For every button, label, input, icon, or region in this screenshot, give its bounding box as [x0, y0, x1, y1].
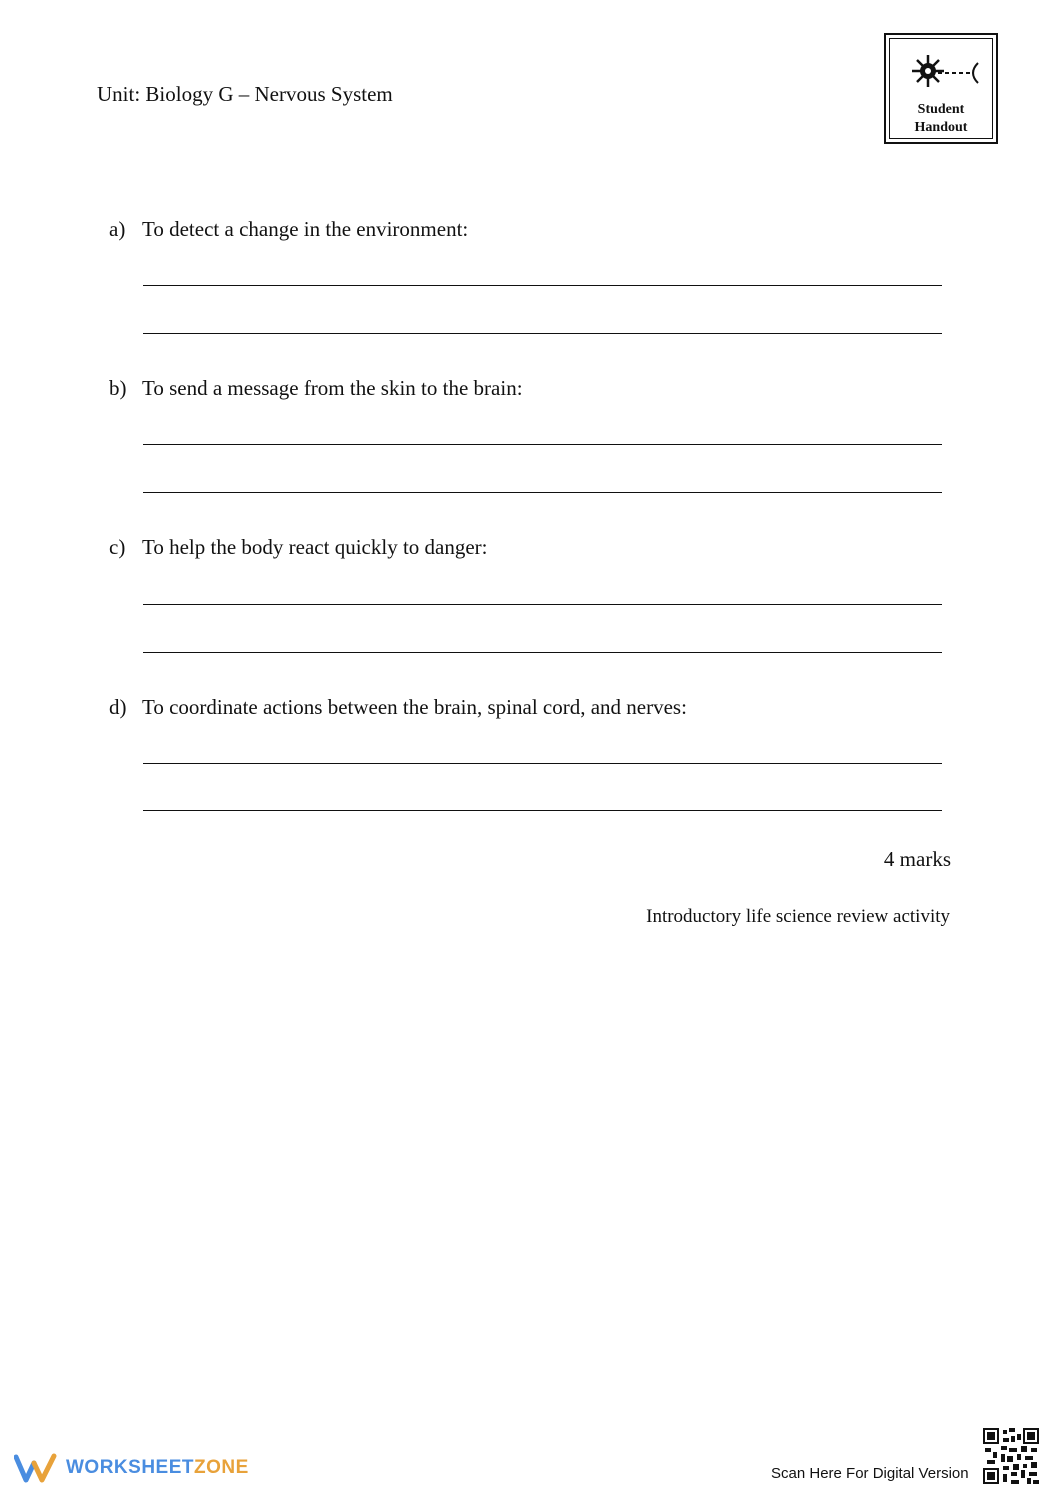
- answer-line[interactable]: [143, 604, 942, 605]
- question-text: To detect a change in the environment:: [142, 217, 469, 241]
- activity-label: Introductory life science review activity: [646, 906, 950, 927]
- marks-label: 4 marks: [883, 847, 951, 871]
- answer-line[interactable]: [143, 763, 942, 764]
- question-text: To coordinate actions between the brain, spinal cord, and nerves:: [142, 695, 687, 719]
- question-letter: a): [109, 217, 126, 241]
- question-letter: d): [109, 695, 127, 719]
- answer-line[interactable]: [143, 444, 942, 445]
- worksheetzone-w-icon: [14, 1453, 58, 1483]
- question-text: To send a message from the skin to the brain:: [142, 376, 523, 400]
- qr-code-icon[interactable]: [983, 1428, 1039, 1484]
- answer-line[interactable]: [143, 652, 942, 653]
- badge-line-2: Handout: [914, 120, 968, 135]
- answer-line[interactable]: [143, 492, 942, 493]
- neuron-icon: [908, 51, 980, 91]
- answer-line[interactable]: [143, 285, 942, 286]
- unit-title: Unit: Biology G – Nervous System: [97, 82, 393, 106]
- answer-line[interactable]: [143, 810, 942, 811]
- question-text: To help the body react quickly to danger:: [142, 535, 488, 559]
- scan-text: Scan Here For Digital Version: [771, 1465, 969, 1482]
- student-handout-badge: [884, 33, 998, 144]
- brand-name: WORKSHEETZONE: [66, 1457, 249, 1478]
- answer-line[interactable]: [143, 333, 942, 334]
- badge-line-1: Student: [917, 102, 965, 117]
- worksheetzone-logo[interactable]: [14, 1453, 249, 1483]
- question-letter: c): [109, 535, 126, 559]
- question-letter: b): [109, 376, 127, 400]
